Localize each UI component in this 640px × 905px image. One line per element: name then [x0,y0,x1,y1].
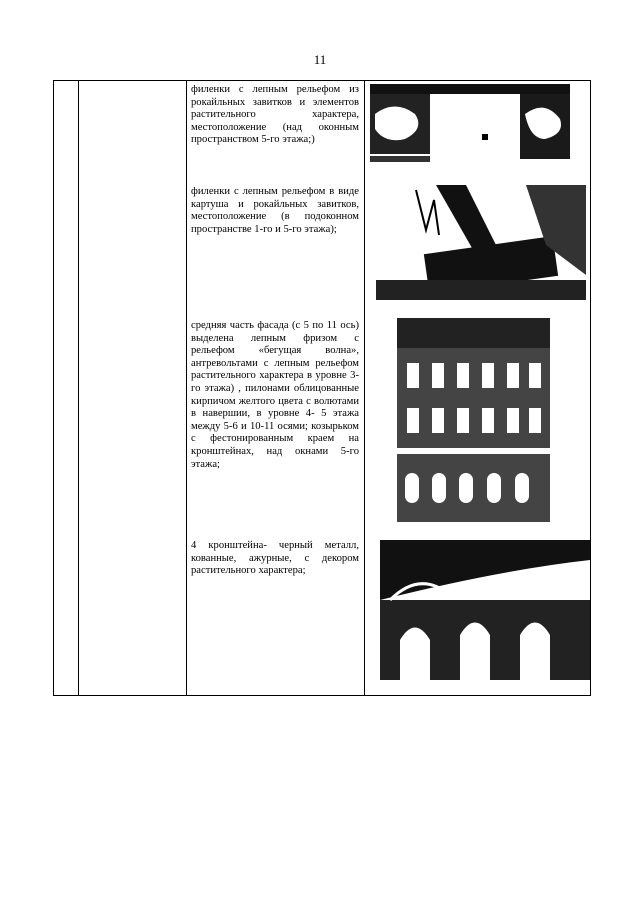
photo-stucco-panels [370,84,570,172]
table-left-border [53,80,54,696]
photo-facade-middle [397,318,550,522]
column-divider [186,80,187,696]
description-row-4: 4 кронштейна- черный металл, кованные, ажурные, с декором растительного характера; [191,540,359,577]
description-row-1: филенки с лепным рельефом из рокайльных завитков и элементов растительного характера, местоположение (над оконным пространством 5-го этажа;) [191,84,359,146]
photo-metal-brackets [380,540,590,680]
table-right-border [590,80,591,696]
page-number: 11 [313,52,327,67]
description-row-3: средняя часть фасада (с 5 по 11 ось) выделена лепным фризом с рельефом «бегущая волна», антревольтами с лепным рельефом растительного характера в уровне 3-го этажа) , пилонами облицованные кирпичом желтого цвета с волютами в навершии, в уровне 4- 5 этажа между 5-6 и 10-11 осями; козырьком с фестонированным краем на кронштейнах, над окнами 5-го этажа; [191,320,359,470]
table-top-border [53,80,591,81]
table-bottom-border [53,695,591,696]
column-divider [364,80,365,696]
photo-cartouche-panel [376,185,586,300]
column-divider [78,80,79,696]
description-row-2: филенки с лепным рельефом в виде картуша и рокайльных завитков, местоположение (в подоконном пространстве 1-го и 5-го этажа); [191,186,359,235]
